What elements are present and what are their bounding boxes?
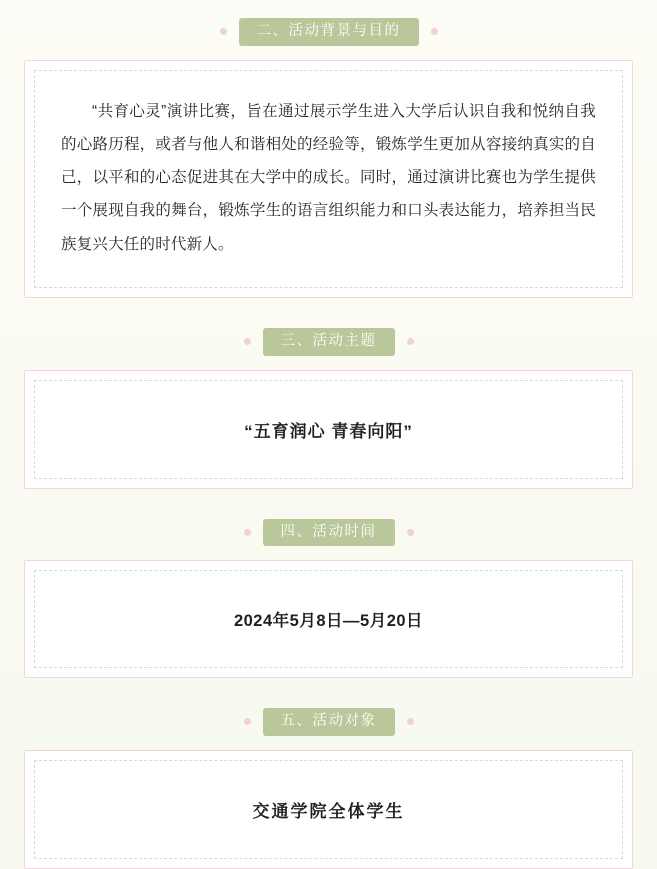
dot-right-icon xyxy=(407,718,414,725)
section-card-background-purpose xyxy=(24,60,633,299)
card-inner xyxy=(34,380,623,479)
section-body-text: 交通学院全体学生 xyxy=(252,801,405,821)
card-inner xyxy=(34,70,623,289)
section-heading-theme xyxy=(24,328,633,356)
section-heading-label: 二、活动背景与目的 xyxy=(239,18,419,46)
dot-left-icon xyxy=(244,718,251,725)
dot-right-icon xyxy=(407,529,414,536)
section-body-text: “共育心灵”演讲比赛，旨在通过展示学生进入大学后认识自我和悦纳自我的心路历程，或者与他人和谐相处的经验等，锻炼学生更加从容接纳真实的自己，以平和的心态促进其在大学中的成长。同时，通过演讲比赛也为学生提供一个展现自我的舞台，锻炼学生的语言组织能力和口头表达能力，培养担当民族复兴大任的时代新人。 xyxy=(61,102,596,253)
section-card-theme xyxy=(24,370,633,489)
dot-right-icon xyxy=(431,28,438,35)
dot-left-icon xyxy=(244,529,251,536)
section-heading-label: 五、活动对象 xyxy=(263,708,395,736)
section-card-target xyxy=(24,750,633,869)
section-body-text: “五育润心 青春向阳” xyxy=(244,421,413,441)
section-heading-background-purpose xyxy=(24,18,633,46)
section-body-text: 2024年5月8日—5月20日 xyxy=(233,612,424,631)
section-card-time xyxy=(24,560,633,678)
card-inner xyxy=(34,760,623,859)
section-heading-target xyxy=(24,708,633,736)
dot-right-icon xyxy=(407,338,414,345)
section-heading-label: 三、活动主题 xyxy=(263,328,395,356)
section-heading-time xyxy=(24,519,633,547)
section-heading-label: 四、活动时间 xyxy=(263,519,395,547)
card-inner xyxy=(34,570,623,668)
dot-left-icon xyxy=(244,338,251,345)
dot-left-icon xyxy=(220,28,227,35)
